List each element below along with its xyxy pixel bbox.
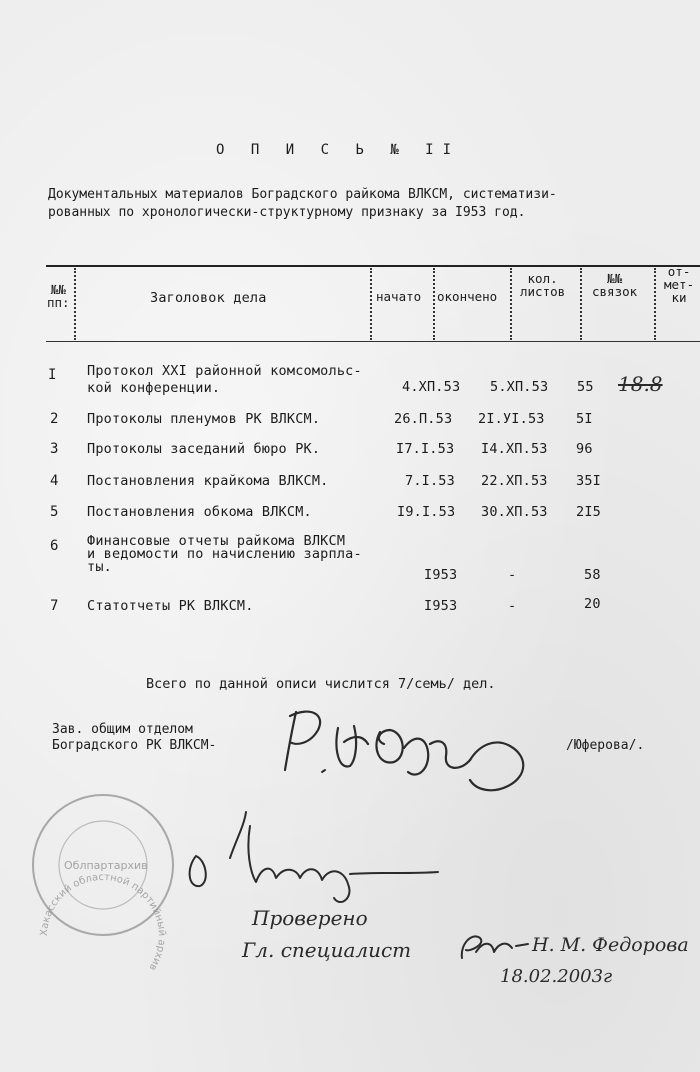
row-sheet-count: 58 [584, 567, 601, 583]
row-sheet-count: 55 [577, 379, 594, 395]
row-start-date: I953 [424, 567, 458, 583]
row-title: Постановления обкома ВЛКСМ. [87, 504, 312, 520]
row-end-date: I4.ХП.53 [481, 441, 548, 457]
row-handwritten-note: 18.8 [618, 372, 663, 396]
row-number: I [48, 367, 57, 383]
row-number: 3 [50, 441, 59, 457]
header-bundles: №№ связок [592, 271, 638, 299]
stamp-ring-text: Хакасский областной партийный архив [38, 871, 168, 973]
row-title: Постановления крайкома ВЛКСМ. [87, 473, 329, 489]
row-end-date: 22.ХП.53 [481, 473, 548, 489]
header-start: начато [376, 289, 422, 304]
row-number: 2 [50, 411, 59, 427]
verification-label: Проверено [252, 906, 368, 930]
verifier-role: Гл. специалист [242, 938, 412, 962]
header-number: №№ пп: [47, 282, 70, 310]
row-sheet-count: 35I [576, 473, 601, 489]
row-title: Протоколы заседаний бюро РК. [87, 441, 321, 457]
row-start-date: I953 [424, 598, 458, 614]
row-number: 5 [50, 504, 59, 520]
row-start-date: I7.I.53 [396, 441, 455, 457]
row-end-date: 2I.УI.53 [478, 411, 545, 427]
row-start-date: 4.ХП.53 [402, 379, 461, 395]
row-title: Статотчеты РК ВЛКСМ. [87, 598, 254, 614]
total-count-line: Всего по данной описи числится 7/семь/ дел. [146, 676, 496, 692]
row-title: Протоколы пленумов РК ВЛКСМ. [87, 411, 321, 427]
row-end-date: 5.ХП.53 [490, 379, 549, 395]
row-end-date: - [508, 598, 517, 614]
row-end-date: 30.ХП.53 [481, 504, 548, 520]
row-start-date: 7.I.53 [405, 473, 455, 489]
row-end-date: - [508, 567, 517, 583]
header-title: Заголовок дела [150, 290, 267, 306]
row-number: 4 [50, 473, 59, 489]
subtitle-line-1: Документальных материалов Боградского райкома ВЛКСМ, систематизи- [48, 187, 557, 202]
row-number: 6 [50, 538, 59, 554]
row-number: 7 [50, 598, 59, 614]
row-start-date: 26.П.53 [394, 411, 453, 427]
header-sheets: кол. листов [520, 271, 566, 299]
row-title: Финансовые отчеты райкома ВЛКСМ и ведомости по начислению зарпла- ты. [87, 533, 362, 575]
row-sheet-count: 20 [584, 596, 601, 612]
stamp-center-text: Облпартархив [64, 859, 148, 872]
row-sheet-count: 5I [576, 411, 593, 427]
header-end: окончено [437, 289, 498, 304]
signatory-title: Зав. общим отделом Боградского РК ВЛКСМ- [52, 722, 217, 753]
row-start-date: I9.I.53 [397, 504, 456, 520]
signatory-name: /Юферова/. [566, 738, 645, 753]
row-sheet-count: 2I5 [576, 504, 601, 520]
subtitle-line-2: рованных по хронологически-структурному признаку за I953 год. [48, 205, 526, 220]
verifier-name: Н. М. Федорова [532, 934, 689, 956]
document-title: О П И С Ь № II [216, 142, 461, 158]
row-title: Протокол XXI районной комсомольс- кой конференции. [87, 363, 362, 396]
verification-date: 18.02.2003г [500, 966, 613, 987]
header-notes: от- мет- ки [664, 264, 695, 305]
row-sheet-count: 96 [576, 441, 593, 457]
